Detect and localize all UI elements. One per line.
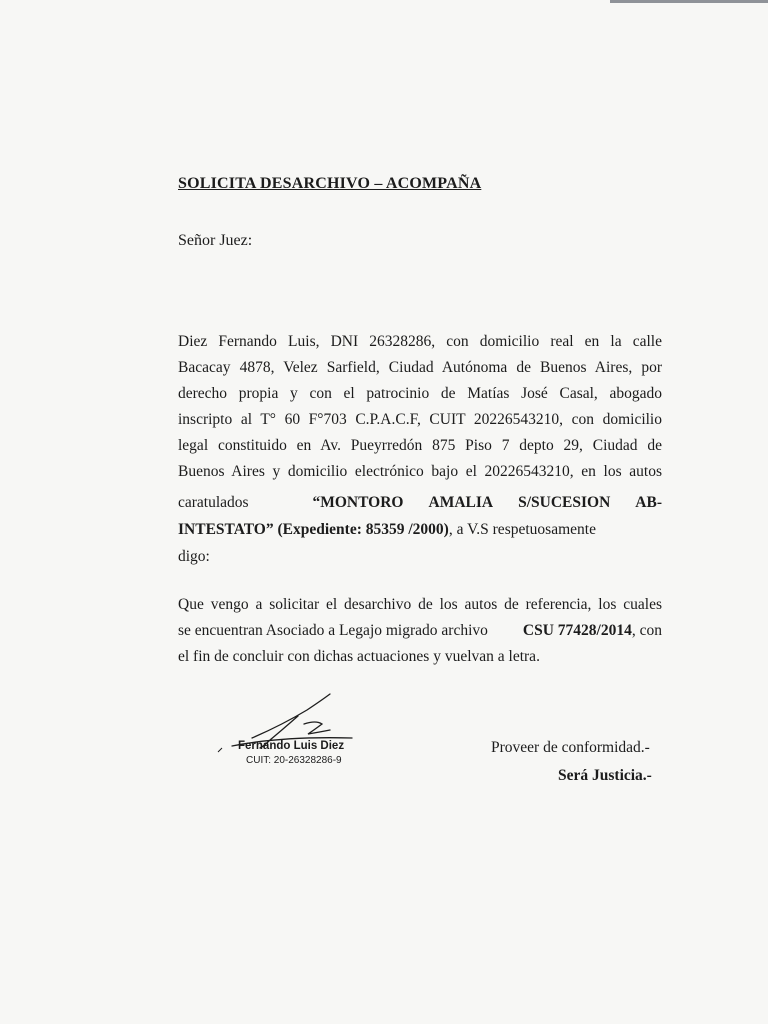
legajo-tail: , con [631,622,662,639]
paragraph1-line: legal constituido en Av. Pueyrredón 875 Piso 7 depto 29, Ciudad de [178,437,662,454]
paragraph1-line: inscripto al T° 60 F°703 C.P.A.C.F, CUIT 20226543210, con domicilio [178,411,662,428]
paragraph2-line: el fin de concluir con dichas actuaciones y vuelvan a letra. [178,648,540,665]
signature-cuit: CUIT: 20-26328286-9 [246,755,342,766]
csu-number: CSU 77428/2014 [522,622,632,639]
paragraph2-line [178,622,662,640]
paragraph1-line [178,494,662,512]
closing-justicia: Será Justicia.- [558,767,652,784]
paragraph1-line: derecho propia y con el patrocinio de Matías José Casal, abogado [178,385,662,402]
paragraph2-line: Que vengo a solicitar el desarchivo de los autos de referencia, los cuales [178,596,662,613]
expediente: (Expediente: 85359 /2000) [277,521,449,538]
legajo-text: se encuentran Asociado a Legajo migrado archivo [178,622,488,639]
paragraph1-line: Bacacay 4878, Velez Sarfield, Ciudad Autónoma de Buenos Aires, por [178,359,662,376]
paragraph1-line: digo: [178,548,210,565]
document-title: SOLICITA DESARCHIVO – ACOMPAÑA [178,175,482,192]
case-title: “MONTORO AMALIA S/SUCESION AB- [312,494,662,511]
paragraph1-line [178,521,662,539]
paragraph1-line: Diez Fernando Luis, DNI 26328286, con domicilio real en la calle [178,333,662,350]
case-line [178,521,596,539]
case-title-end: INTESTATO” [178,521,274,538]
paragraph1-line: Buenos Aires y domicilio electrónico bajo el 20226543210, en los autos [178,463,662,480]
scan-edge [610,0,768,3]
closing-line: Proveer de conformidad.- [491,739,650,756]
signature-name: Fernando Luis Diez [238,740,345,752]
case-line-tail: , a V.S respetuosamente [448,521,596,538]
salutation: Señor Juez: [178,232,253,249]
caratulados-label: caratulados [178,494,249,511]
